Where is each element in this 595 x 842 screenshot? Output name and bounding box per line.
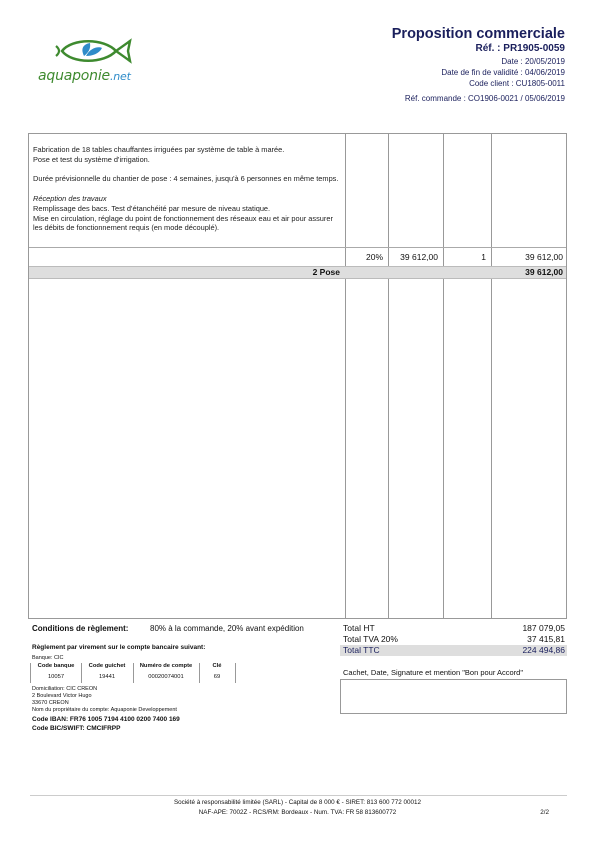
signature-label: Cachet, Date, Signature et mention "Bon pour Accord" <box>343 668 524 677</box>
document-title: Proposition commerciale <box>391 26 565 42</box>
domiciliation-line: 2 Boulevard Victor Hugo <box>32 693 92 699</box>
column-divider <box>443 134 444 618</box>
description-line: Mise en circulation, réglage du point de fonctionnement des réseaux eau et air pour assurer les débits de fonctionnement requis (en mode découplé). <box>33 213 333 233</box>
payment-conditions-label: Conditions de règlement: <box>32 624 129 633</box>
bank-value: 00020074001 <box>148 674 184 680</box>
logo-wordmark: aquaponie.net <box>38 68 131 84</box>
bank-codes <box>32 716 180 733</box>
document-reference: Réf. : PR1905-0059 <box>475 43 565 54</box>
description-line: Durée prévisionnelle du chantier de pose : 4 semaines, jusqu'à 6 personnes en même temps. <box>33 174 339 184</box>
description-heading: Réception des travaux <box>33 193 107 203</box>
total-ttc-value: 224 494,86 <box>522 645 565 655</box>
bank-header: Clé <box>212 663 222 669</box>
total-ht-row <box>340 623 567 634</box>
bank-divider <box>30 663 31 683</box>
bank-header: Code guichet <box>88 663 126 669</box>
total-ht-value: 187 079,05 <box>522 623 565 633</box>
bank-transfer-title: Règlement par virement sur le compte bancaire suivant: <box>32 644 206 651</box>
bank-divider <box>133 663 134 683</box>
item-description <box>33 145 341 233</box>
signature-box[interactable] <box>340 679 567 714</box>
bank-value: 69 <box>213 674 221 680</box>
bic-code: Code BIC/SWIFT: CMCIFRPP <box>32 724 121 732</box>
client-code: Code client : CU1805-0011 <box>469 79 565 88</box>
bank-value: 10057 <box>47 674 65 680</box>
quantity: 1 <box>481 252 486 262</box>
bank-details-grid <box>30 663 236 683</box>
domiciliation-line: 33670 CREON <box>32 700 69 706</box>
total-tva-value: 37 415,81 <box>527 634 565 644</box>
bank-header: Numéro de compte <box>139 663 193 669</box>
unit-price: 39 612,00 <box>400 252 438 262</box>
bank-domiciliation <box>32 686 177 714</box>
fish-leaf-logo-icon <box>54 34 138 68</box>
total-ttc-row <box>340 645 567 656</box>
item-line-row <box>29 247 566 265</box>
subtotal-amount: 39 612,00 <box>525 267 563 277</box>
column-divider <box>345 134 346 618</box>
vat-rate: 20% <box>365 252 383 262</box>
subtotal-label: 2 Pose <box>312 267 340 277</box>
footer-divider <box>30 795 567 796</box>
order-reference: Réf. commande : CO1906-0021 / 05/06/2019 <box>404 94 565 103</box>
company-logo <box>36 34 146 88</box>
bank-value: 19441 <box>98 674 116 680</box>
iban-code: Code IBAN: FR76 1005 7194 4100 0200 7400 169 <box>32 716 180 723</box>
description-line: Pose et test du système d'irrigation. <box>33 154 150 164</box>
line-total: 39 612,00 <box>525 252 563 262</box>
account-owner: Nom du propriétaire du compte: Aquaponie Developpement <box>32 707 177 713</box>
subtotal-row <box>29 266 566 279</box>
bank-divider <box>81 663 82 683</box>
footer-registration-line: NAF-APE: 7002Z - RCS/RM: Bordeaux - Num. TVA: FR 58 813600772 <box>198 809 397 816</box>
total-tva-row <box>340 634 567 645</box>
items-table <box>28 133 567 619</box>
bank-divider <box>199 663 200 683</box>
column-divider <box>388 134 389 618</box>
total-ttc-label: Total TTC <box>343 645 380 655</box>
validity-date: Date de fin de validité : 04/06/2019 <box>441 68 565 77</box>
footer-legal-line: Société à responsabilité limitée (SARL) - Capital de 8 000 € - SIRET: 813 600 772 00012 <box>173 799 422 806</box>
column-divider <box>491 134 492 618</box>
document-date: Date : 20/05/2019 <box>501 57 565 66</box>
description-line: Remplissage des bacs. Test d'étanchéité par mesure de niveau statique. <box>33 203 271 213</box>
total-tva-label: Total TVA 20% <box>343 634 398 644</box>
description-line: Fabrication de 18 tables chauffantes irriguées par système de table à marée. <box>33 145 285 154</box>
domiciliation-line: Domiciliation: CIC CREON <box>32 686 98 692</box>
payment-conditions-value: 80% à la commande, 20% avant expédition <box>150 624 304 633</box>
bank-name: Banque: CIC <box>32 655 64 661</box>
total-ht-label: Total HT <box>343 623 375 633</box>
bank-header: Code banque <box>37 663 75 669</box>
bank-divider <box>235 663 236 683</box>
page-number: 2/2 <box>540 809 549 816</box>
